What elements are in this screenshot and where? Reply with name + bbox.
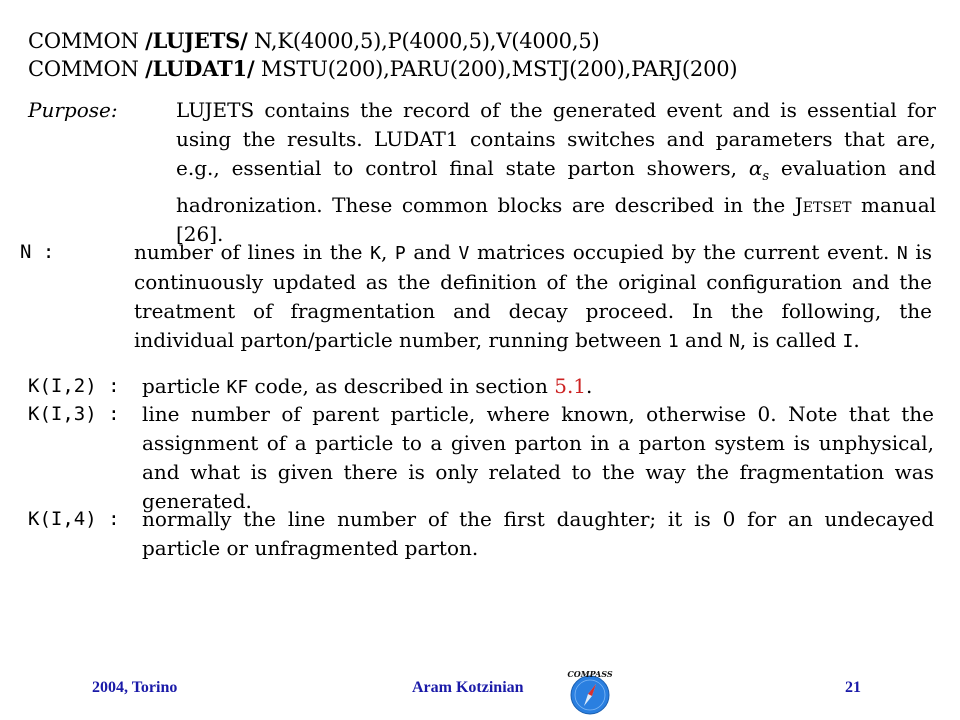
compass-logo-text: COMPASS [567,669,613,679]
alpha-s-symbol: $\alpha_s$ [748,156,770,184]
jetset-name: Jetset [794,193,852,217]
footer-page-number: 21 [845,679,861,696]
footer-author: Aram Kotzinian [412,679,524,696]
common-block-name: /LUDAT1/ [145,56,255,81]
footer-location-year: 2004, Torino [92,679,178,696]
entry-label-k4: K(I,4) : [28,508,120,530]
common-block-name: /LUJETS/ [145,28,248,53]
entry-label-k3: K(I,3) : [28,403,120,425]
common-keyword: COMMON [28,57,146,81]
common-keyword: COMMON [28,29,146,53]
common-variables: N,K(4000,5),P(4000,5),V(4000,5) [247,29,600,53]
purpose-text: LUJETS contains the record of the generated event and is essential for using the results. LUDAT1 contains switches and parameters that are, e.g., essential to control final state parton showers, $\alpha_s$ evaluation and hadronization. These common blocks are described in the Jetset manual [26]. [176,98,937,246]
common-variables: MSTU(200),PARU(200),MSTJ(200),PARJ(200) [254,57,738,81]
compass-logo-icon [566,668,614,716]
entry-label-k2: K(I,2) : [28,375,120,397]
entry-text-n: number of lines in the K, P and V matrices occupied by the current event. N is continuously updated as the definition of the original configuration and the treatment of fragmentation and decay proceed. In the following, the individual parton/particle number, running between 1 and N, is called I. [134,240,932,352]
entry-text-k2: particle KF code, as described in section 5.1. [142,374,593,398]
section-reference-link[interactable]: 5.1 [554,374,587,398]
common-line-ludat1 [28,56,737,81]
entry-text-k3: line number of parent particle, where known, otherwise 0. Note that the assignment of a particle to a given parton in a parton system is unphysical, and what is given there is only related to the way the fragmentation was generated. [142,402,934,513]
entry-label-n: N : [20,241,55,263]
common-line-lujets [28,28,599,53]
purpose-label: Purpose: [28,98,118,122]
entry-text-k4: normally the line number of the first daughter; it is 0 for an undecayed particle or unfragmented parton. [142,507,934,560]
